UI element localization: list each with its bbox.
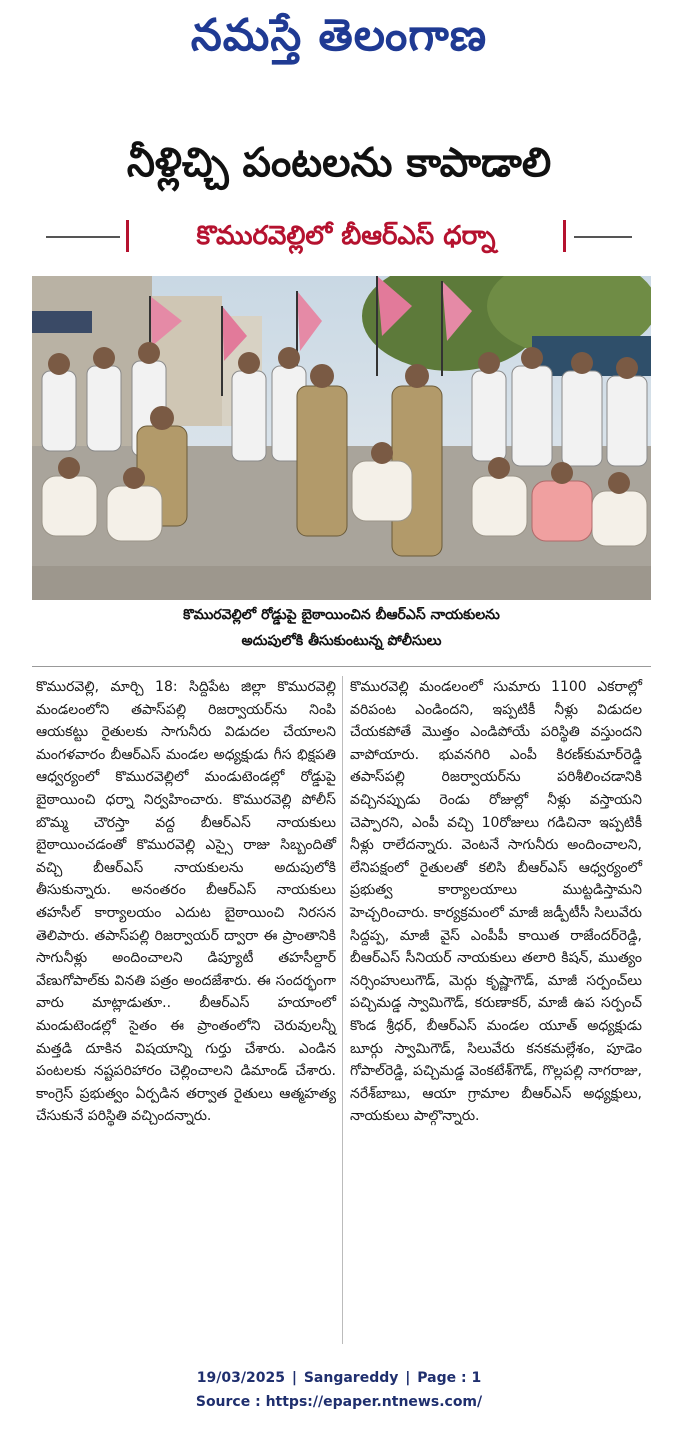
divider-right [574,236,632,238]
photo-caption [32,602,651,660]
footer-separator: | [291,1370,302,1386]
caption-line-1: కొమురవెల్లిలో రోడ్డుపై బైఠాయించిన బీఆర్‌ఎస్ నాయకులను [183,607,500,623]
footer-page: Page : 1 [417,1370,482,1386]
newspaper-masthead: నమస్తే తెలంగాణ [190,10,488,61]
column-divider [342,676,343,1344]
footer-edition: Sangareddy [303,1370,399,1386]
article-subheadline: కొమురవెల్లిలో బీఆర్‌ఎస్ ధర్నా [196,221,496,251]
caption-line-2: అదుపులోకి తీసుకుంటున్న పోలీసులు [241,633,442,649]
footer-date: 19/03/2025 [196,1370,285,1386]
article-column-left: కొమురవెల్లి, మార్చి 18: సిద్దిపేట జిల్లా కొమురవెల్లి మండలంలోని తపాస్‌పల్లి రిజర్వాయర్‌ను నింపి ఆయకట్టు రైతులకు సాగునీరు విడుదల చేయాలని మంగళవారం బీఆర్‌ఎస్ మండల అధ్యక్షుడు గీస భిక్షపతి ఆధ్వర్యంలో కొమురవెల్లిలో మండుటెండల్లో రోడ్డుపై బైఠాయించి ధర్నా నిర్వహించారు. కొమురవెల్లి పోలీస్ బొమ్మ చౌరస్తా వద్ద బీఆర్‌ఎస్ నాయకులు బైఠాయించడంతో కొమురవెల్లి ఎస్సై రాజు సిబ్బందితో వచ్చి బీఆర్‌ఎస్ నాయకులను అదుపులోకి తీసుకున్నారు. అనంతరం బీఆర్‌ఎస్ నాయకులు తహసీల్ కార్యాలయం ఎదుట బైఠాయించి నిరసన తెలిపారు. తపాస్‌పల్లి రిజర్వాయర్ ద్వారా ఈ ప్రాంతానికి సాగునీళ్లు అందించాలని డిప్యూటీ తహసీల్దార్ వేణుగోపాల్‌కు వినతి పత్రం అందజేశారు. ఈ సందర్భంగా వారు మాట్లాడుతూ.. బీఆర్‌ఎస్ హయాంలో మండుటెండల్లో సైతం ఈ ప్రాంతంలోని చెరువులన్నీ మత్తడి దూకిన విషయాన్ని గుర్తు చేశారు. ఎండిన పంటలకు నష్టపరిహారం చెల్లించాలని డిమాండ్ చేశారు. కాంగ్రెస్ ప్రభుత్వం ఏర్పడిన తర్వాత రైతులు ఆత్మహత్య చేసుకునే పరిస్థితి వచ్చిందన్నారు. [36,679,336,1125]
footer-source[interactable]: Source : https://epaper.ntnews.com/ [195,1394,483,1410]
accent-bar-right [563,220,566,252]
footer-edition-line [0,1370,678,1386]
article-column-right: కొమురవెల్లి మండలంలో సుమారు 1100 ఎకరాల్లో వరిపంట ఎండిందని, ఇప్పటికీ నీళ్లు విడుదల చేయకపోతే మొత్తం ఎండిపోయే పరిస్థితి వస్తుందని వాపోయారు. భువనగిరి ఎంపీ కిరణ్‌కుమార్‌రెడ్డి తపాస్‌పల్లి రిజర్వాయర్‌ను పరిశీలించడానికి వచ్చినప్పుడు రెండు రోజుల్లో నీళ్లు వస్తాయని చెప్పారని, ఎంపీ వచ్చి 10రోజులు గడిచినా ఇప్పటికీ నీళ్లు రాలేదన్నారు. వెంటనే సాగునీరు అందించాలని, లేనిపక్షంలో రైతులతో కలిసి బీఆర్‌ఎస్ ఆధ్వర్యంలో ప్రభుత్వ కార్యాలయాలు ముట్టడిస్తామని హెచ్చరించారు. కార్యక్రమంలో మాజీ జడ్పీటీసీ సిలువేరు సిద్దప్ప, మాజీ వైస్ ఎంపీపీ కాయిత రాజేందర్‌రెడ్డి, బీఆర్‌ఎస్ సీనియర్ నాయకులు తలారి కిషన్, ముత్యం నర్సింహులుగౌడ్, మెర్గు కృష్ణాగౌడ్, మాజీ సర్పంచ్‌లు పచ్చిమడ్డ స్వామిగౌడ్, కరుణాకర్, మాజీ ఉప సర్పంచ్ కొండ శ్రీధర్, బీఆర్‌ఎస్ మండల యూత్ అధ్యక్షుడు బూర్గు స్వామిగౌడ్, సిలువేరు కనకమల్లేశం, పూడెం గోపాల్‌రెడ్డి, పచ్చిమడ్డ వెంకటేశ్‌గౌడ్, గొల్లపల్లి నాగరాజు, నరేశ్‌బాబు, ఆయా గ్రామాల బీఆర్‌ఎస్ అధ్యక్షులు, నాయకులు పాల్గొన్నారు. [350,679,642,1125]
protest-photo-illustration [32,276,651,600]
article-headline: నీళ్లిచ్చి పంటలను కాపాడాలి [126,140,552,186]
caption-divider [32,666,651,667]
news-photo [32,276,651,600]
divider-left [46,236,120,238]
footer-separator: | [405,1370,416,1386]
subheadline-strip [46,214,632,258]
